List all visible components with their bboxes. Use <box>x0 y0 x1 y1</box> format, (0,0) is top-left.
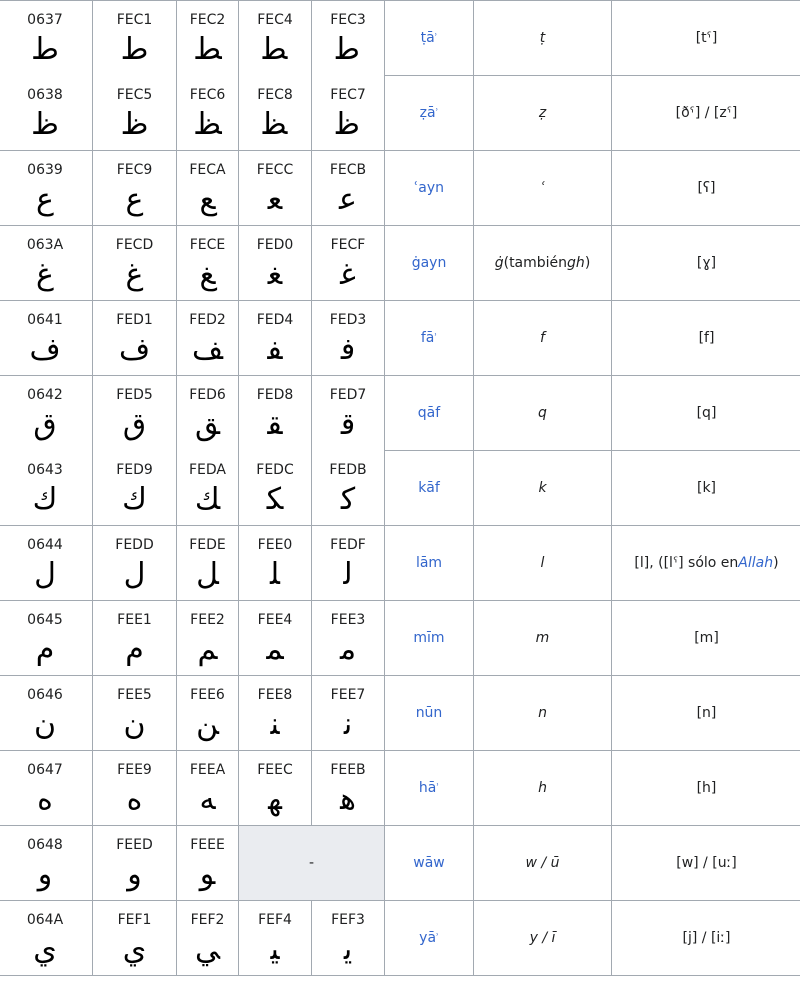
unicode-code: 063A <box>26 237 64 253</box>
letter-form-cell <box>0 1 93 76</box>
arabic-glyph: ق <box>33 407 57 443</box>
unicode-code: FEEA <box>189 762 226 778</box>
allah-link[interactable]: Allah <box>738 555 774 571</box>
ipa-value: [ðˤ] / [zˤ] <box>675 105 738 121</box>
transliteration-cell <box>474 1 612 76</box>
hamza-mark: ʾ <box>436 783 440 793</box>
transliteration: q <box>538 405 547 421</box>
unicode-code: FED4 <box>256 312 294 328</box>
unicode-code: FEEB <box>330 762 366 778</box>
unicode-code: FED9 <box>116 461 153 478</box>
arabic-glyph: ﻱ <box>122 932 147 967</box>
unicode-code: 0642 <box>27 387 63 404</box>
transliteration-cell <box>474 301 612 376</box>
unicode-code: FEE0 <box>257 537 293 553</box>
letter-form-cell <box>0 676 93 751</box>
arabic-glyph: ﻐ <box>267 257 283 292</box>
unicode-code: FEE6 <box>190 687 225 703</box>
letter-name-cell <box>385 526 474 601</box>
hamza-mark: ʾ <box>436 933 439 943</box>
unicode-code: FED3 <box>329 312 367 328</box>
unicode-code: FED8 <box>256 387 294 404</box>
unicode-code: FECD <box>115 237 154 253</box>
transliteration: ġ <box>494 255 504 271</box>
table-row <box>0 676 800 751</box>
unicode-code: FECE <box>189 237 226 253</box>
transliteration-cell <box>474 451 612 526</box>
arabic-glyph: ﻬ <box>268 782 282 817</box>
letter-name-cell <box>385 751 474 826</box>
unicode-code: FEC6 <box>189 86 226 103</box>
arabic-glyph: ﻌ <box>267 182 283 217</box>
arabic-glyph: ن <box>33 707 57 742</box>
unicode-code: FEE3 <box>330 612 366 628</box>
letter-form-cell <box>312 901 385 976</box>
ipa-value: [h] <box>696 780 717 796</box>
arabic-glyph: ﻚ <box>194 481 221 517</box>
letter-form-cell <box>312 526 385 601</box>
transliteration-cell <box>474 526 612 601</box>
ipa-cell <box>612 451 800 526</box>
table-row <box>0 1 800 76</box>
letter-form-cell <box>177 301 239 376</box>
letter-form-cell <box>177 526 239 601</box>
unicode-code: 0641 <box>27 312 63 328</box>
unicode-code: FEC8 <box>257 86 293 103</box>
letter-name-link[interactable]: ṭā <box>420 30 435 46</box>
transliteration: ṭ <box>539 30 546 46</box>
unicode-code: FEDC <box>256 461 294 478</box>
ipa-value: [ʕ] <box>697 180 716 196</box>
letter-form-cell <box>0 451 93 526</box>
letter-name-link[interactable]: wāw <box>413 855 445 871</box>
unicode-code: FEDB <box>329 461 367 478</box>
letter-form-cell <box>239 676 312 751</box>
unicode-code: FED6 <box>189 387 226 404</box>
letter-name-cell <box>385 676 474 751</box>
arabic-glyph: ظ <box>31 106 59 142</box>
arabic-glyph: ﻔ <box>267 332 283 367</box>
letter-name-cell <box>385 301 474 376</box>
arabic-glyph: ﻟ <box>343 557 353 592</box>
transliteration-cell <box>474 376 612 451</box>
letter-form-cell <box>177 226 239 301</box>
letter-form-cell <box>312 76 385 151</box>
letter-form-cell <box>93 1 177 76</box>
hamza-mark: ʾ <box>435 108 439 118</box>
unicode-code: FEC2 <box>189 12 226 29</box>
table-row <box>0 301 800 376</box>
letter-form-cell <box>0 226 93 301</box>
unicode-code: FECF <box>330 237 366 253</box>
unicode-code: FEF4 <box>258 912 292 928</box>
ipa-cell <box>612 1 800 76</box>
table-body <box>0 1 800 976</box>
unicode-code: 064A <box>26 912 64 928</box>
table-row <box>0 751 800 826</box>
table-row <box>0 601 800 676</box>
arabic-glyph: ﻣ <box>339 632 357 667</box>
letter-form-cell <box>0 76 93 151</box>
transliteration: ʿ <box>540 180 545 196</box>
unicode-code: FEDF <box>330 537 366 553</box>
letter-form-cell <box>177 751 239 826</box>
letter-form-cell <box>177 676 239 751</box>
letter-form-cell <box>93 826 177 901</box>
transliteration-cell <box>474 676 612 751</box>
table-row <box>0 76 800 151</box>
ipa-value: [tˤ] <box>695 30 718 46</box>
letter-name-cell <box>385 376 474 451</box>
arabic-glyph: ﻧ <box>343 707 353 742</box>
arabic-glyph: ﻡ <box>125 632 144 667</box>
unicode-code: 0639 <box>27 162 63 178</box>
ipa-cell <box>612 826 800 901</box>
unicode-code: FECB <box>329 162 367 178</box>
unicode-code: FEF2 <box>190 912 225 928</box>
letter-form-cell <box>239 901 312 976</box>
arabic-glyph: ﻊ <box>199 182 216 217</box>
transliteration: m <box>535 630 550 646</box>
arabic-glyph: ﻠ <box>270 557 280 592</box>
letter-form-cell <box>177 451 239 526</box>
letter-form-cell <box>0 376 93 451</box>
unicode-code: FEF1 <box>117 912 152 928</box>
no-form-text: - <box>308 855 315 871</box>
arabic-glyph: ك <box>32 481 58 517</box>
transliteration-cell <box>474 826 612 901</box>
letter-form-cell <box>239 601 312 676</box>
arabic-glyph: ﻄ <box>262 32 288 68</box>
letter-form-cell <box>177 76 239 151</box>
unicode-code: FED7 <box>329 387 367 404</box>
letter-form-cell <box>239 526 312 601</box>
unicode-code: FEDD <box>115 537 154 553</box>
arabic-glyph: ﻈ <box>262 106 288 142</box>
letter-form-cell <box>312 451 385 526</box>
letter-name-cell <box>385 826 474 901</box>
unicode-code: FECA <box>189 162 226 178</box>
letter-form-cell <box>177 376 239 451</box>
unicode-code: FEEC <box>257 762 293 778</box>
unicode-code: FEC9 <box>116 162 153 178</box>
unicode-code: FEE8 <box>257 687 293 703</box>
unicode-code: 0643 <box>27 461 63 478</box>
arabic-glyph: ﻩ <box>126 782 143 817</box>
arabic-glyph: ﻆ <box>193 106 222 142</box>
transliteration-cell <box>474 76 612 151</box>
ipa-value-end: ) <box>773 555 779 571</box>
unicode-code: FEC5 <box>116 86 153 103</box>
ipa-value: [j] / [iː] <box>682 930 731 946</box>
arabic-glyph: ﻜ <box>266 481 284 517</box>
arabic-glyph: ع <box>36 182 54 217</box>
letter-form-cell <box>239 151 312 226</box>
letter-form-cell <box>177 1 239 76</box>
letter-form-cell <box>239 451 312 526</box>
ipa-value: [n] <box>696 705 717 721</box>
letter-name-cell <box>385 226 474 301</box>
ipa-value: [f] <box>698 330 715 346</box>
letter-form-cell <box>239 301 312 376</box>
arabic-glyph: ﻑ <box>118 332 151 367</box>
arabic-glyph: ﻫ <box>340 782 356 817</box>
unicode-code: 0644 <box>27 537 63 553</box>
letter-form-cell <box>0 601 93 676</box>
letter-form-cell <box>177 601 239 676</box>
arabic-glyph: ﻪ <box>199 782 216 817</box>
letter-form-cell <box>177 826 239 901</box>
arabic-glyph: ﻳ <box>343 932 353 967</box>
unicode-code: FEDA <box>188 461 226 478</box>
arabic-glyph: ﻭ <box>127 857 142 892</box>
ipa-cell <box>612 526 800 601</box>
unicode-code: 0648 <box>27 837 63 853</box>
letter-name-link[interactable]: fā <box>420 330 435 346</box>
ipa-cell <box>612 76 800 151</box>
letter-name-link[interactable]: ġayn <box>411 255 447 271</box>
arabic-glyph: ﻘ <box>267 407 283 443</box>
letter-name-link[interactable]: ʿayn <box>413 180 445 196</box>
ipa-cell <box>612 601 800 676</box>
unicode-code: FEDE <box>189 537 226 553</box>
letter-form-cell <box>312 676 385 751</box>
arabic-glyph: ﻉ <box>125 182 144 217</box>
letter-name-link[interactable]: kāf <box>418 480 440 496</box>
no-form-cell <box>239 826 385 901</box>
transliteration: w / ū <box>525 855 560 871</box>
transliteration-alt: gh <box>567 255 585 271</box>
ipa-value: [l], ([lˤ] sólo en <box>634 555 739 571</box>
arabic-glyph: ﻴ <box>270 932 280 967</box>
arabic-glyph: ﻍ <box>125 257 144 292</box>
letter-form-cell <box>93 451 177 526</box>
arabic-glyph: ﻃ <box>336 32 360 68</box>
letter-name-link[interactable]: lām <box>415 555 443 571</box>
unicode-code: FEE5 <box>117 687 152 703</box>
transliteration-cell <box>474 151 612 226</box>
arabic-glyph: ﻞ <box>196 557 219 592</box>
arabic-glyph: ﻎ <box>199 257 216 292</box>
ipa-cell <box>612 301 800 376</box>
arabic-glyph: ﻏ <box>340 257 356 292</box>
letter-form-cell <box>239 751 312 826</box>
hamza-mark: ʾ <box>434 333 438 343</box>
letter-name-cell <box>385 76 474 151</box>
arabic-glyph: ﻕ <box>122 407 147 443</box>
letter-form-cell <box>0 301 93 376</box>
arabic-glyph: ﻲ <box>194 932 220 967</box>
letter-form-cell <box>0 901 93 976</box>
transliteration: l <box>540 555 545 571</box>
arabic-glyph: ﻮ <box>199 857 216 892</box>
transliteration: k <box>538 480 547 496</box>
unicode-code: FED1 <box>116 312 153 328</box>
ipa-cell <box>612 901 800 976</box>
letter-form-cell <box>177 151 239 226</box>
arabic-glyph: ي <box>33 932 57 967</box>
arabic-glyph: ﻁ <box>120 32 149 68</box>
letter-form-cell <box>312 376 385 451</box>
unicode-code: FEE1 <box>117 612 152 628</box>
letter-form-cell <box>0 751 93 826</box>
arabic-glyph: ﻨ <box>270 707 280 742</box>
letter-form-cell <box>312 1 385 76</box>
letter-name-cell <box>385 601 474 676</box>
letter-form-cell <box>0 826 93 901</box>
arabic-glyph: ه <box>37 782 53 817</box>
transliteration: y / ī <box>529 930 556 946</box>
unicode-code: 0646 <box>27 687 63 703</box>
unicode-code: FED5 <box>116 387 153 404</box>
letter-name-cell <box>385 451 474 526</box>
letter-form-cell <box>93 526 177 601</box>
transliteration-note-end: ) <box>584 255 591 271</box>
unicode-code: 0647 <box>27 762 63 778</box>
letter-form-cell <box>312 751 385 826</box>
letter-form-cell <box>93 226 177 301</box>
arabic-glyph: ف <box>29 332 61 367</box>
letter-name-link[interactable]: ẓā <box>419 105 436 121</box>
letter-form-cell <box>312 226 385 301</box>
arabic-glyph: ﻢ <box>197 632 218 667</box>
transliteration-cell <box>474 601 612 676</box>
letter-name-link[interactable]: yā <box>419 930 437 946</box>
letter-form-cell <box>312 301 385 376</box>
ipa-value: [k] <box>696 480 717 496</box>
letter-name-link[interactable]: nūn <box>415 705 443 721</box>
ipa-value: [q] <box>696 405 717 421</box>
table-row <box>0 526 800 601</box>
letter-form-cell <box>177 901 239 976</box>
arabic-glyph: غ <box>36 257 54 292</box>
ipa-cell <box>612 751 800 826</box>
table-row <box>0 826 800 901</box>
transliteration-note: (también <box>503 255 568 271</box>
letter-form-cell <box>0 526 93 601</box>
unicode-code: FEEE <box>190 837 225 853</box>
table-row <box>0 901 800 976</box>
unicode-code: FEE4 <box>257 612 293 628</box>
unicode-code: FEC4 <box>257 12 293 29</box>
letter-form-cell <box>93 151 177 226</box>
letter-form-cell <box>0 151 93 226</box>
letter-name-cell <box>385 151 474 226</box>
table-row <box>0 376 800 451</box>
unicode-code: FECC <box>256 162 294 178</box>
arabic-glyph: ﻦ <box>196 707 219 742</box>
letter-form-cell <box>93 676 177 751</box>
letter-form-cell <box>93 751 177 826</box>
ipa-value: [w] / [uː] <box>676 855 737 871</box>
table-row <box>0 451 800 526</box>
letter-name-cell <box>385 901 474 976</box>
arabic-glyph: ﻅ <box>120 106 149 142</box>
unicode-code: 0645 <box>27 612 63 628</box>
transliteration: h <box>538 780 547 796</box>
unicode-code: FEED <box>116 837 153 853</box>
letter-form-cell <box>239 1 312 76</box>
arabic-glyph: ﻝ <box>123 557 146 592</box>
hamza-mark: ʾ <box>434 33 438 43</box>
letter-form-cell <box>93 601 177 676</box>
letter-form-cell <box>93 376 177 451</box>
arabic-glyph: ﻋ <box>339 182 357 217</box>
letter-form-cell <box>239 76 312 151</box>
arabic-glyph: ﻛ <box>340 481 356 517</box>
letter-form-cell <box>312 601 385 676</box>
letter-name-link[interactable]: hā <box>418 780 437 796</box>
unicode-code: FEE9 <box>117 762 152 778</box>
unicode-code: FED0 <box>256 237 294 253</box>
letter-form-cell <box>93 301 177 376</box>
transliteration-cell <box>474 901 612 976</box>
ipa-value: [m] <box>694 630 719 646</box>
ipa-cell <box>612 151 800 226</box>
arabic-glyph: م <box>35 632 55 667</box>
ipa-value: [ɣ] <box>696 255 717 271</box>
arabic-glyph: ل <box>34 557 56 592</box>
unicode-code: FEC1 <box>116 12 153 29</box>
transliteration: f <box>540 330 545 346</box>
letter-name-link[interactable]: mīm <box>413 630 445 646</box>
ipa-cell <box>612 376 800 451</box>
unicode-code: 0637 <box>27 12 63 29</box>
letter-name-link[interactable]: qāf <box>417 405 441 421</box>
unicode-code: FED2 <box>189 312 226 328</box>
arabic-glyph: ﻒ <box>191 332 224 367</box>
unicode-code: FEE2 <box>190 612 225 628</box>
arabic-glyph: ﻗ <box>340 407 356 443</box>
arabic-glyph: و <box>37 857 53 892</box>
unicode-code: 0638 <box>27 86 63 103</box>
transliteration-cell <box>474 226 612 301</box>
letter-form-cell <box>312 151 385 226</box>
transliteration: n <box>538 705 547 721</box>
table-row <box>0 226 800 301</box>
letter-form-cell <box>239 376 312 451</box>
letter-form-cell <box>93 76 177 151</box>
arabic-glyph: ﻖ <box>194 407 221 443</box>
letter-form-cell <box>239 226 312 301</box>
arabic-glyph: ﻇ <box>336 106 360 142</box>
table-row <box>0 151 800 226</box>
unicode-code: FEC3 <box>330 12 366 29</box>
unicode-code: FEF3 <box>331 912 365 928</box>
arabic-glyph: ﻓ <box>340 332 356 367</box>
arabic-glyph: ﻂ <box>193 32 222 68</box>
transliteration: ẓ <box>538 105 547 121</box>
unicode-code: FEE7 <box>330 687 366 703</box>
arabic-glyph: ﻤ <box>266 632 284 667</box>
letter-name-cell <box>385 1 474 76</box>
ipa-cell <box>612 676 800 751</box>
arabic-glyph: ط <box>31 32 59 68</box>
unicode-code: FEC7 <box>330 86 366 103</box>
arabic-glyph: ﻥ <box>123 707 146 742</box>
transliteration-cell <box>474 751 612 826</box>
arabic-glyph: ﻙ <box>122 481 147 517</box>
letter-form-cell <box>93 901 177 976</box>
ipa-cell <box>612 226 800 301</box>
